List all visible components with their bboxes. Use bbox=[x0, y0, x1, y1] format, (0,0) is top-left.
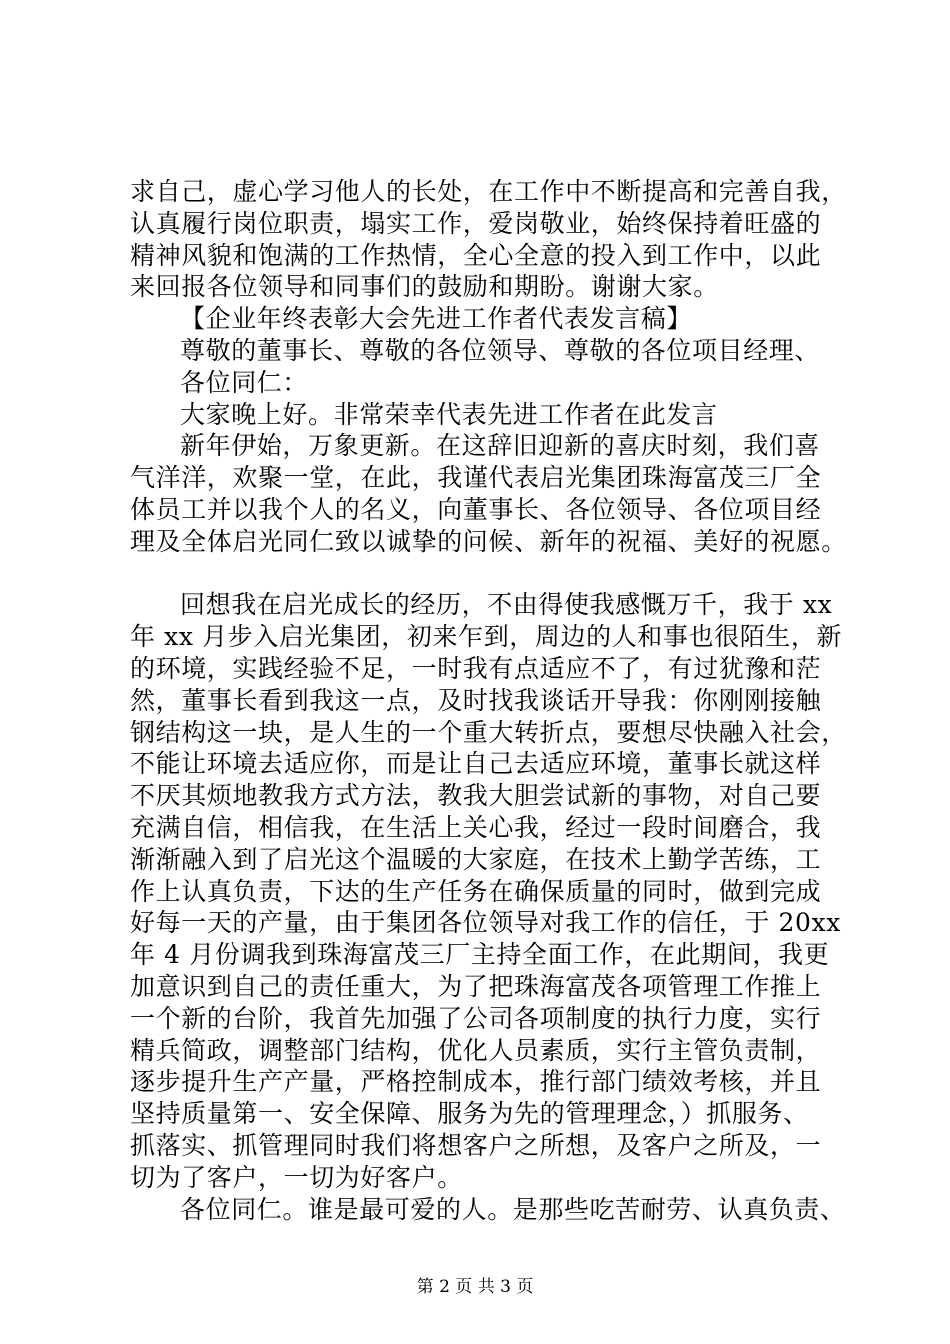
text-line: 理及全体启光同仁致以诚挚的问候、新年的祝福、美好的祝愿。 bbox=[130, 526, 847, 556]
text-line: 不能让环境去适应你，而是让自己去适应环境，董事长就这样 bbox=[130, 749, 822, 779]
text-line: 作上认真负责，下达的生产任务在确保质量的同时，做到完成 bbox=[130, 876, 822, 906]
text-line: 各位同仁。谁是最可爱的人。是那些吃苦耐劳、认真负责、 bbox=[180, 1194, 846, 1224]
text-line: 渐渐融入到了启光这个温暖的大家庭，在技术上勤学苦练，工 bbox=[130, 844, 822, 874]
text-line: 回想我在启光成长的经历，不由得使我感慨万千，我于 xx bbox=[180, 590, 833, 620]
text-line: 尊敬的董事长、尊敬的各位领导、尊敬的各位项目经理、 bbox=[180, 335, 821, 365]
text-line: 逐步提升生产产量，严格控制成本，推行部门绩效考核，并且 bbox=[130, 1067, 822, 1097]
text-line: 新年伊始，万象更新。在这辞旧迎新的喜庆时刻，我们喜 bbox=[180, 431, 821, 461]
text-line: 各位同仁： bbox=[180, 367, 309, 397]
text-line: 年 4 月份调我到珠海富茂三厂主持全面工作，在此期间，我更 bbox=[130, 940, 830, 970]
text-line: 大家晚上好。非常荣幸代表先进工作者在此发言 bbox=[180, 399, 718, 429]
text-line: 气洋洋，欢聚一堂，在此，我谨代表启光集团珠海富茂三厂全 bbox=[130, 463, 822, 493]
document-body bbox=[130, 176, 850, 1225]
text-line: 充满自信，相信我，在生活上关心我，经过一段时间磨合，我 bbox=[130, 812, 822, 842]
text-line: 精神风貌和饱满的工作热情，全心全意的投入到工作中，以此 bbox=[130, 240, 822, 270]
text-line: 切为了客户，一切为好客户。 bbox=[130, 1162, 463, 1192]
text-line: 认真履行岗位职责，塌实工作，爱岗敬业，始终保持着旺盛的 bbox=[130, 208, 822, 238]
text-line: 一个新的台阶，我首先加强了公司各项制度的执行力度，实行 bbox=[130, 1003, 822, 1033]
text-line: 求自己，虚心学习他人的长处，在工作中不断提高和完善自我， bbox=[130, 177, 847, 206]
text-line bbox=[130, 558, 850, 590]
text-line: 然，董事长看到我这一点，及时找我谈话开导我：你刚刚接触 bbox=[130, 685, 822, 715]
page-footer: 第 2 页 共 3 页 bbox=[416, 1277, 534, 1297]
text-line: 加意识到自己的责任重大，为了把珠海富茂各项管理工作推上 bbox=[130, 971, 822, 1001]
text-line: 钢结构这一块，是人生的一个重大转折点，要想尽快融入社会， bbox=[130, 717, 847, 747]
text-line: 好每一天的产量，由于集团各位领导对我工作的信任，于 20xx bbox=[130, 908, 841, 938]
text-line: 【企业年终表彰大会先进工作者代表发言稿】 bbox=[180, 304, 693, 334]
text-line: 不厌其烦地教我方式方法，教我大胆尝试新的事物，对自己要 bbox=[130, 781, 822, 811]
text-line: 体员工并以我个人的名义，向董事长、各位领导、各位项目经 bbox=[130, 494, 822, 524]
text-line: 抓落实、抓管理同时我们将想客户之所想，及客户之所及，一 bbox=[130, 1130, 822, 1160]
text-line: 精兵简政，调整部门结构，优化人员素质，实行主管负责制， bbox=[130, 1035, 822, 1065]
text-line: 年 xx 月步入启光集团，初来乍到，周边的人和事也很陌生，新 bbox=[130, 622, 843, 652]
text-line: 的环境，实践经验不足，一时我有点适应不了，有过犹豫和茫 bbox=[130, 653, 822, 683]
text-line: 来回报各位领导和同事们的鼓励和期盼。谢谢大家。 bbox=[130, 272, 719, 302]
text-line: 坚持质量第一、安全保障、服务为先的管理理念，）抓服务、 bbox=[130, 1099, 809, 1129]
